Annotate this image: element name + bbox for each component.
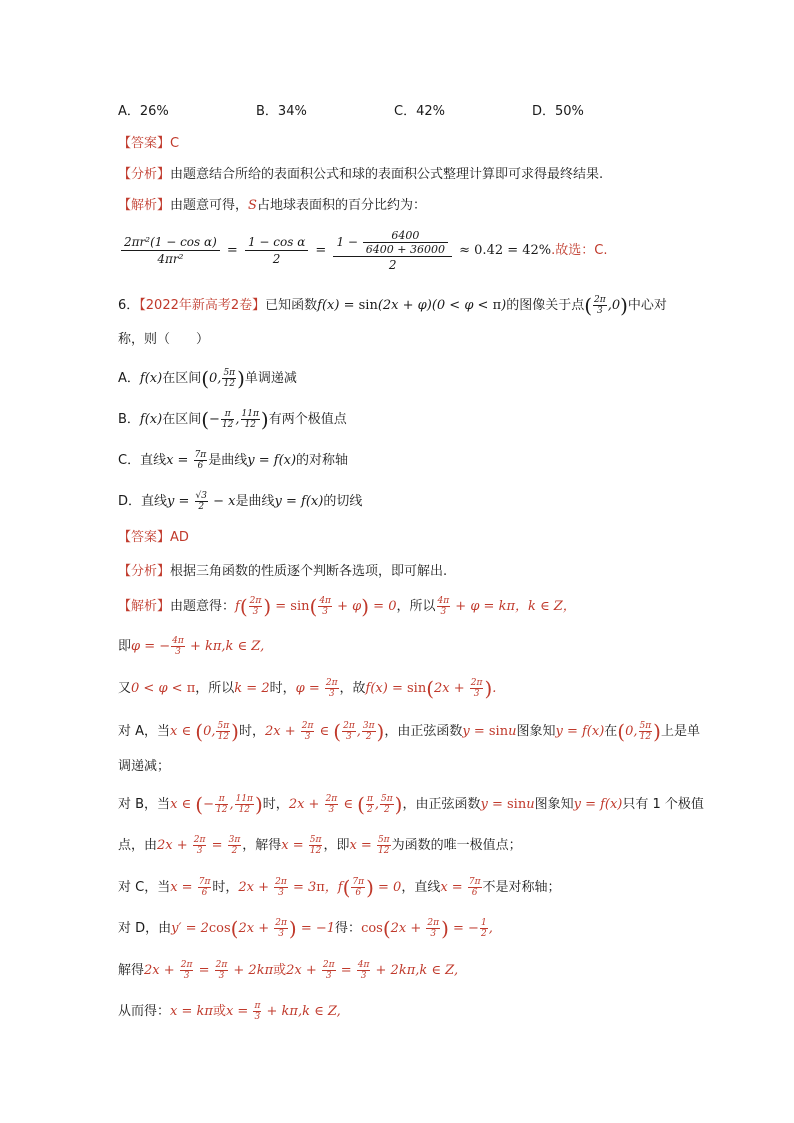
q5-formula [118, 228, 608, 274]
q6-solution-line3 [118, 678, 496, 699]
q6-s11-b: 或 [212, 1004, 226, 1019]
q5-option-b[interactable]: B．34% [256, 104, 307, 119]
q6-s8-c: ，直线 [401, 880, 441, 895]
q6-s8-b: 时， [212, 880, 239, 895]
q5-answer [118, 134, 179, 154]
q6-s1-math1: f( $\frac{2\pi}{3}$ ) = sin( $\frac{4\pi}{3}$ + φ) = 0 [235, 594, 397, 619]
q6-s6-e: 只有 1 个极值 [622, 797, 704, 812]
q6-analysis-tag: 【分析】 [118, 564, 171, 579]
q6-s3-math1: 0 < φ < π [131, 681, 196, 696]
q6-option-c-curve: y = f(x) [247, 453, 297, 468]
q5-option-a[interactable]: A．26% [118, 104, 169, 119]
q6-option-c-text1: 是曲线 [208, 453, 248, 468]
q6-s3-math2: k = 2 [234, 681, 270, 696]
q6-s10-math1: 2x + $\frac{2\pi}{3}$ = $\frac{2\pi}{3}$ + 2kπ [144, 960, 274, 981]
q6-stem-d: 称，则（ ） [118, 332, 210, 347]
q6-option-d-text1: 是曲线 [235, 494, 275, 509]
q6-s8-math3: x = $\frac{7\pi}{6}$ [440, 877, 481, 898]
q6-analysis [118, 562, 447, 582]
q6-option-d-curve: y = f(x) [274, 494, 324, 509]
q5-solution [118, 196, 426, 216]
q6-option-b-interval: (− $\frac{\pi}{12}$ , $\frac{11\pi}{12}$ ) [201, 407, 269, 432]
q6-analysis-text: 根据三角函数的性质逐个判断各选项，即可解出. [170, 564, 448, 579]
q6-s6-d: 图象知 [534, 797, 574, 812]
q5-solution-s: S [248, 198, 257, 213]
q6-option-b-prefix: B． [118, 412, 140, 427]
q6-s4-math5: (0, $\frac{5\pi}{12}$ ) [617, 719, 661, 744]
q6-s4-math2: 2x + $\frac{2\pi}{3}$ ∈ ( $\frac{2\pi}{3}$ , $\frac{3\pi}{2}$ ) [264, 719, 385, 744]
q6-s11-a: 从而得： [118, 1004, 171, 1019]
q6-solution-line7 [118, 835, 522, 856]
q6-s8-d: 不是对称轴； [482, 880, 561, 895]
q6-s6-math1: x ∈ (− $\frac{\pi}{12}$ , $\frac{11\pi}{12}$ ) [170, 792, 263, 817]
q6-option-a-text1: 在区间 [162, 371, 202, 386]
q6-s7-math2: x = $\frac{5\pi}{12}$ [281, 835, 322, 856]
q5-option-d[interactable]: D．50% [532, 104, 584, 119]
q6-source: 【2022年新高考2卷】 [139, 298, 266, 313]
q6-s11-math1: x = kπ [170, 1004, 213, 1019]
q6-s11-math2: x = $\frac{\pi}{3}$ + kπ,k ∈ Z, [225, 1001, 341, 1022]
q6-s4-a: 对 A，当 [118, 724, 171, 739]
q5-analysis [118, 165, 603, 185]
q6-s10-a: 解得 [118, 963, 145, 978]
q6-s7-a: 点，由 [118, 838, 158, 853]
q6-s4-math3: y = sinu [462, 724, 517, 739]
q6-s3-c: 时， [269, 681, 296, 696]
q5-answer-tag: 【答案】 [118, 136, 171, 151]
q5-solution-text-b: 占地球表面积的百分比约为： [256, 198, 426, 213]
q6-option-a-text2: 单调递减 [244, 371, 297, 386]
q6-s4-math4: y = f(x) [555, 724, 605, 739]
q6-s3-math4: f(x) = sin(2x + $\frac{2\pi}{3}$ ). [365, 676, 497, 701]
q6-solution-line11 [118, 1001, 341, 1022]
q5-solution-text-a: 由题意可得， [170, 198, 249, 213]
q6-s6-a: 对 B，当 [118, 797, 171, 812]
q6-solution-line5 [118, 757, 170, 777]
q6-s9-math2: cos(2x + $\frac{2\pi}{3}$ ) = − $\frac{1}{2}$ , [361, 916, 493, 941]
q6-option-d-prefix: D．直线 [118, 494, 168, 509]
q6-s4-c: ，由正弦函数 [384, 724, 463, 739]
q6-solution-line6 [118, 794, 704, 815]
q6-option-b[interactable] [118, 409, 347, 430]
q6-s7-c: ，即 [323, 838, 350, 853]
q6-option-c-line: x = $\frac{7\pi}{6}$ [166, 450, 207, 471]
q6-stem-line2 [118, 330, 209, 350]
q6-s4-math1: x ∈ (0, $\frac{5\pi}{12}$ ) [170, 719, 239, 744]
q6-s1-a: 由题意得： [170, 599, 236, 614]
q6-option-b-text1: 在区间 [162, 412, 202, 427]
q6-stem-b: 的图像关于点 [506, 298, 585, 313]
q6-stem-a: 已知函数 [265, 298, 318, 313]
q5-options [118, 102, 670, 122]
q6-s3-math3: φ = $\frac{2\pi}{3}$ [295, 678, 338, 699]
q6-option-b-text2: 有两个极值点 [268, 412, 347, 427]
q5-formula-math: $\frac{\text{2πr²(1 − cos α)}}{\text{4πr²}}$ = $\frac{\text{1 − cos α}}{2}$ = 1 − $\frac{6400}{6400 + 36000}$ 2 ≈ 0.42 = 42% [118, 243, 551, 258]
q6-option-a-fx: f(x) [139, 371, 163, 386]
q6-option-c-prefix: C．直线 [118, 453, 167, 468]
q6-solution-line9 [118, 918, 493, 939]
q6-s6-math2: 2x + $\frac{2\pi}{3}$ ∈ ( $\frac{\pi}{2}$ , $\frac{5\pi}{2}$ ) [288, 792, 403, 817]
q6-s4-b: 时， [238, 724, 265, 739]
q6-s4-d: 图象知 [516, 724, 556, 739]
q6-s2-math: 即φ = − $\frac{4\pi}{3}$ + kπ,k ∈ Z, [118, 636, 265, 657]
q6-s7-math1: 2x + $\frac{2\pi}{3}$ = $\frac{3\pi}{2}$ [157, 835, 241, 856]
q6-s10-math2: 2x + $\frac{2\pi}{3}$ = $\frac{4\pi}{3}$ + 2kπ,k ∈ Z, [286, 960, 459, 981]
q6-function: f(x) = sin(2x + φ)(0 < φ < π) [317, 298, 507, 313]
q6-option-d-line: y = $\frac{√3}{2}$ − x [167, 491, 236, 512]
q5-answer-value: C [170, 136, 180, 151]
q5-choose: .故选：C. [551, 243, 608, 258]
q6-solution-line4 [118, 721, 700, 742]
q6-s7-b: ，解得 [242, 838, 282, 853]
q6-point: ( $\frac{2\pi}{3}$ ,0) [584, 293, 628, 318]
q6-stem [118, 295, 667, 316]
q6-option-d[interactable] [118, 491, 362, 512]
q6-solution-line2 [118, 636, 264, 657]
q6-option-a-prefix: A． [118, 371, 140, 386]
q6-s4-f: 上是单 [660, 724, 700, 739]
q6-answer-tag: 【答案】 [118, 530, 171, 545]
q6-option-d-text2: 的切线 [323, 494, 363, 509]
q5-option-c[interactable]: C．42% [394, 104, 445, 119]
q6-answer [118, 528, 189, 548]
q6-option-a-interval: (0, $\frac{5\pi}{12}$ ) [201, 366, 245, 391]
q6-s9-a: 对 D，由 [118, 921, 172, 936]
q6-s9-math1: y′ = 2cos(2x + $\frac{2\pi}{3}$ ) = −1 [171, 916, 336, 941]
q6-s4-e: 在 [604, 724, 618, 739]
q6-solution-tag: 【解析】 [118, 599, 171, 614]
q6-s3-a: 又 [118, 681, 132, 696]
q6-s1-b: ，所以 [396, 599, 436, 614]
q6-s7-math3: x = $\frac{5\pi}{12}$ [349, 835, 390, 856]
q6-answer-value: AD [170, 530, 189, 545]
q6-number: 6． [118, 298, 140, 313]
q5-result: ≈ 0.42 = 42% [459, 243, 552, 258]
q5-analysis-tag: 【分析】 [118, 167, 171, 182]
q6-s6-math4: y = f(x) [573, 797, 623, 812]
q6-s7-d: 为函数的唯一极值点； [391, 838, 522, 853]
q6-s6-b: 时， [262, 797, 289, 812]
q6-option-b-fx: f(x) [139, 412, 163, 427]
q6-option-c-text2: 的对称轴 [296, 453, 349, 468]
q6-option-c[interactable] [118, 450, 348, 471]
q6-option-a[interactable] [118, 368, 297, 389]
q6-s10-b: 或 [273, 963, 287, 978]
q6-s1-math2: $\frac{4\pi}{3}$ + φ = kπ，k ∈ Z， [437, 596, 576, 617]
q6-s8-math2: 2x + $\frac{2\pi}{3}$ = 3π，f( $\frac{7\pi}{6}$ ) = 0 [238, 875, 402, 900]
q6-s8-a: 对 C，当 [118, 880, 171, 895]
q6-s3-d: ，故 [339, 681, 366, 696]
q6-s5: 调递减； [118, 759, 171, 774]
q6-s8-math1: x = $\frac{7\pi}{6}$ [170, 877, 211, 898]
q6-solution-line8 [118, 877, 561, 898]
q6-solution-line10 [118, 960, 458, 981]
q6-s6-c: ，由正弦函数 [402, 797, 481, 812]
q5-analysis-text: 由题意结合所给的表面积公式和球的表面积公式整理计算即可求得最终结果. [170, 167, 604, 182]
q6-s6-math3: y = sinu [480, 797, 535, 812]
q6-s9-b: 得： [335, 921, 362, 936]
q6-s3-b: ，所以 [195, 681, 235, 696]
q5-solution-tag: 【解析】 [118, 198, 171, 213]
q6-stem-c: 中心对 [627, 298, 667, 313]
q6-solution-line1 [118, 596, 576, 617]
